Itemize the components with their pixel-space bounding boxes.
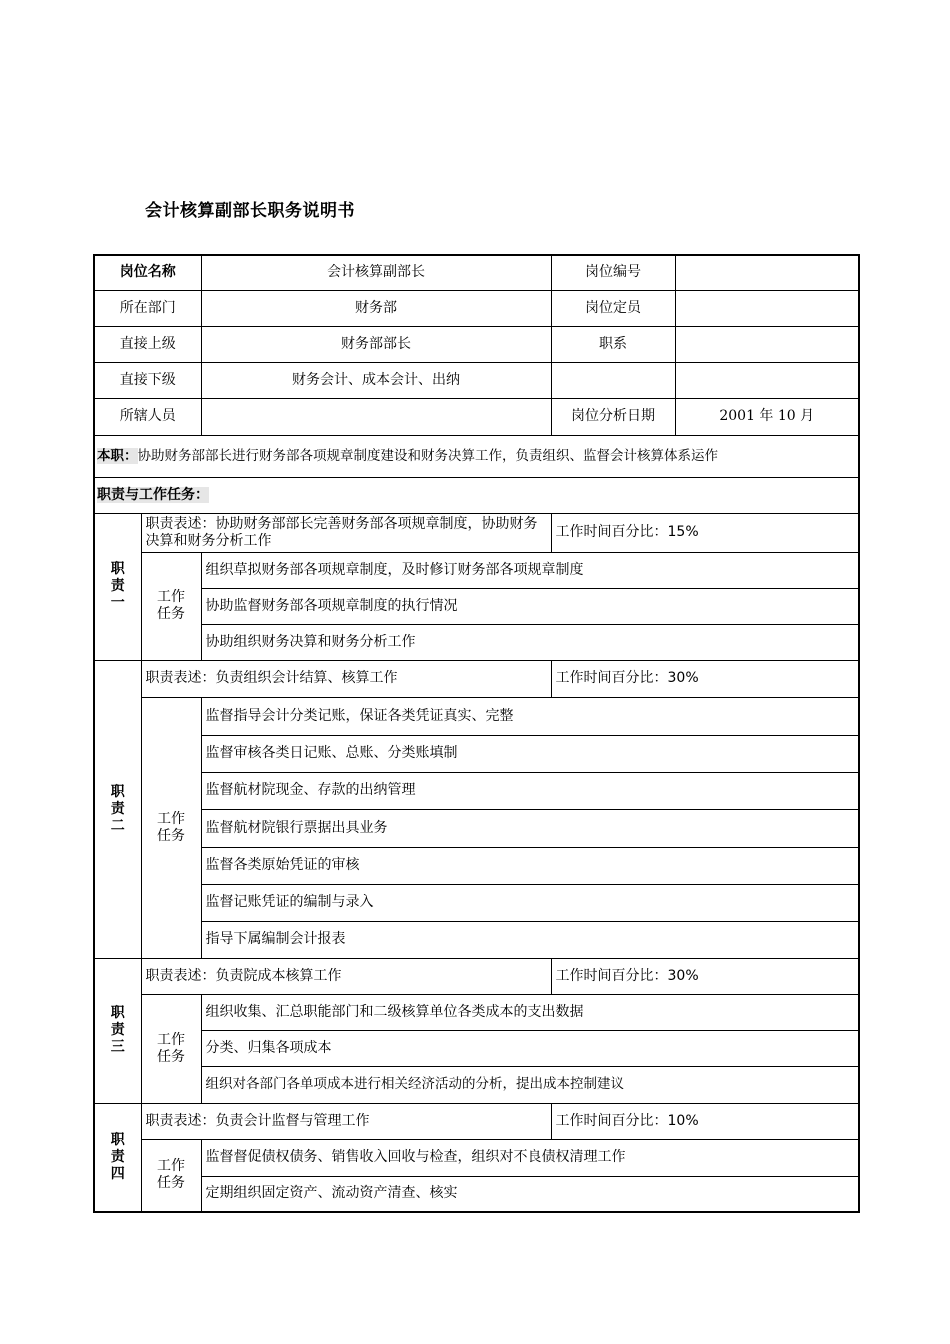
- series-value: [675, 326, 859, 362]
- duty-3-name: 职 责 三: [94, 958, 141, 1103]
- superior-label: 直接上级: [94, 326, 201, 362]
- duty-2-name: 职 责 二: [94, 660, 141, 958]
- headcount-label: 岗位定员: [551, 290, 675, 326]
- duty-2-time: 工作时间百分比：30%: [551, 660, 859, 697]
- task-label: 工作 任务: [141, 697, 201, 958]
- duty-1-task: 组织草拟财务部各项规章制度，及时修订财务部各项规章制度: [201, 552, 859, 588]
- core-duty: [94, 435, 859, 477]
- duty-3-task: 组织对各部门各单项成本进行相关经济活动的分析，提出成本控制建议: [201, 1066, 859, 1103]
- duty-2-task: 监督审核各类日记账、总账、分类账填制: [201, 735, 859, 772]
- duty-2-task: 监督各类原始凭证的审核: [201, 847, 859, 884]
- duty-3-task: 分类、归集各项成本: [201, 1030, 859, 1066]
- duty-2-task: 指导下属编制会计报表: [201, 921, 859, 958]
- duty-4-task: 监督督促债权债务、销售收入回收与检查，组织对不良债权清理工作: [201, 1139, 859, 1176]
- job-title-label: 岗位名称: [94, 255, 201, 290]
- series-label: 职系: [551, 326, 675, 362]
- duties-header: 职责与工作任务：: [97, 486, 209, 503]
- subordinates-value: 财务会计、成本会计、出纳: [201, 362, 551, 398]
- job-description-table: [93, 254, 860, 1213]
- headcount-value: [675, 290, 859, 326]
- empty-cell: [675, 362, 859, 398]
- job-code-value: [675, 255, 859, 290]
- core-duty-label: 本职：: [97, 447, 138, 464]
- duty-2-task: 监督指导会计分类记账，保证各类凭证真实、完整: [201, 697, 859, 735]
- analysis-date-label: 岗位分析日期: [551, 398, 675, 435]
- staff-value: [201, 398, 551, 435]
- duty-1-task: 协助组织财务决算和财务分析工作: [201, 624, 859, 660]
- page-title: 会计核算副部长职务说明书: [145, 201, 355, 221]
- task-label: 工作 任务: [141, 994, 201, 1103]
- duty-4-desc: 职责表述：负责会计监督与管理工作: [141, 1103, 551, 1139]
- duty-row: [94, 513, 859, 552]
- duty-2-task: 监督航材院现金、存款的出纳管理: [201, 772, 859, 809]
- duty-1-time: 工作时间百分比：15%: [551, 513, 859, 552]
- job-title-value: 会计核算副部长: [201, 255, 551, 290]
- staff-label: 所辖人员: [94, 398, 201, 435]
- dept-value: 财务部: [201, 290, 551, 326]
- duty-4-task: 定期组织固定资产、流动资产清查、核实: [201, 1176, 859, 1212]
- duty-3-desc: 职责表述：负责院成本核算工作: [141, 958, 551, 994]
- duty-2-task: 监督记账凭证的编制与录入: [201, 884, 859, 921]
- core-duty-text: 协助财务部部长进行财务部各项规章制度建设和财务决算工作，负责组织、监督会计核算体系运作: [137, 447, 718, 464]
- duty-4-time: 工作时间百分比：10%: [551, 1103, 859, 1139]
- duty-1-name: 职 责 一: [94, 513, 141, 660]
- superior-value: 财务部部长: [201, 326, 551, 362]
- dept-label: 所在部门: [94, 290, 201, 326]
- duties-header-cell: [94, 477, 859, 513]
- duty-2-task: 监督航材院银行票据出具业务: [201, 809, 859, 847]
- duty-3-time: 工作时间百分比：30%: [551, 958, 859, 994]
- subordinates-label: 直接下级: [94, 362, 201, 398]
- task-label: 工作 任务: [141, 552, 201, 660]
- analysis-date-value: 2001 年 10 月: [675, 398, 859, 435]
- duty-4-name: 职 责 四: [94, 1103, 141, 1212]
- empty-cell: [551, 362, 675, 398]
- job-code-label: 岗位编号: [551, 255, 675, 290]
- duty-2-desc: 职责表述：负责组织会计结算、核算工作: [141, 660, 551, 697]
- duty-1-task: 协助监督财务部各项规章制度的执行情况: [201, 588, 859, 624]
- duty-3-task: 组织收集、汇总职能部门和二级核算单位各类成本的支出数据: [201, 994, 859, 1030]
- duty-1-desc: 职责表述：协助财务部部长完善财务部各项规章制度，协助财务决算和财务分析工作: [141, 513, 551, 552]
- task-label: 工作 任务: [141, 1139, 201, 1212]
